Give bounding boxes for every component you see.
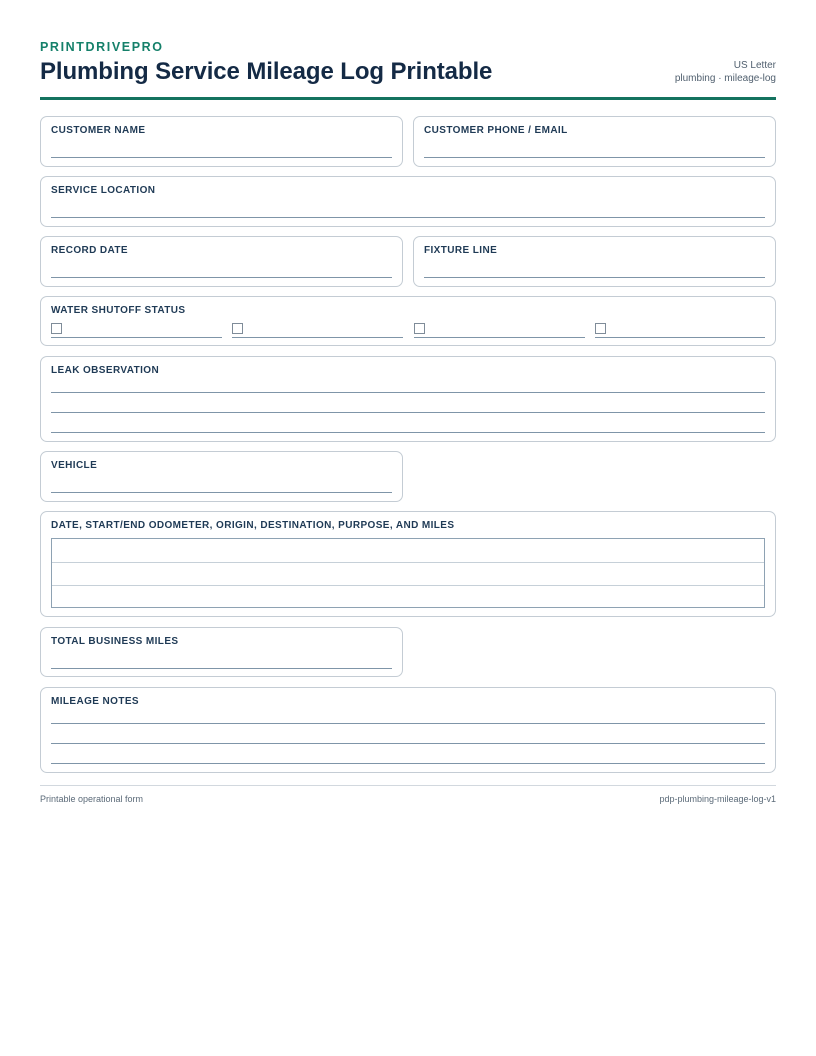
mileage-notes-line-3[interactable] <box>51 763 765 764</box>
shutoff-option-4-line[interactable] <box>595 337 765 338</box>
mileage-notes-line-1[interactable] <box>51 723 765 724</box>
table-row-divider-2 <box>52 585 764 586</box>
fixture-line-label: FIXTURE LINE <box>424 245 498 256</box>
form-header <box>40 40 776 100</box>
customer-contact-label: CUSTOMER PHONE / EMAIL <box>424 125 568 136</box>
customer-contact-field[interactable] <box>413 116 776 167</box>
leak-observation-line-3[interactable] <box>51 432 765 433</box>
form-footer <box>40 785 776 804</box>
checkbox-4[interactable] <box>595 323 606 334</box>
shutoff-option-3[interactable] <box>414 323 585 339</box>
customer-name-label: CUSTOMER NAME <box>51 125 146 136</box>
footer-form-id: pdp-plumbing-mileage-log-v1 <box>659 794 776 804</box>
shutoff-option-1[interactable] <box>51 323 222 339</box>
brand-logo-text: PRINTDRIVEPRO <box>40 40 164 54</box>
tags-label: plumbing · mileage-log <box>674 73 776 84</box>
customer-contact-line[interactable] <box>424 157 765 158</box>
leak-observation-line-1[interactable] <box>51 392 765 393</box>
header-divider <box>40 97 776 100</box>
record-date-line[interactable] <box>51 277 392 278</box>
total-miles-field[interactable] <box>40 627 403 677</box>
trip-log-table[interactable] <box>51 538 765 608</box>
leak-observation-line-2[interactable] <box>51 412 765 413</box>
checkbox-2[interactable] <box>232 323 243 334</box>
checkbox-1[interactable] <box>51 323 62 334</box>
leak-observation-label: LEAK OBSERVATION <box>51 365 160 376</box>
paper-size-label: US Letter <box>733 60 776 71</box>
page-title: Plumbing Service Mileage Log Printable <box>40 58 493 85</box>
total-miles-line[interactable] <box>51 668 392 669</box>
shutoff-option-2-line[interactable] <box>232 337 403 338</box>
service-location-label: SERVICE LOCATION <box>51 185 156 196</box>
customer-name-line[interactable] <box>51 157 392 158</box>
vehicle-line[interactable] <box>51 492 392 493</box>
water-shutoff-label: WATER SHUTOFF STATUS <box>51 305 186 316</box>
mileage-notes-line-2[interactable] <box>51 743 765 744</box>
record-date-label: RECORD DATE <box>51 245 128 256</box>
mileage-notes-field[interactable] <box>40 687 776 773</box>
service-location-line[interactable] <box>51 217 765 218</box>
water-shutoff-field[interactable] <box>40 296 776 346</box>
leak-observation-field[interactable] <box>40 356 776 442</box>
footer-left-text: Printable operational form <box>40 794 144 804</box>
vehicle-field[interactable] <box>40 451 403 502</box>
fixture-line-field[interactable] <box>413 236 776 287</box>
shutoff-option-2[interactable] <box>232 323 403 339</box>
shutoff-option-1-line[interactable] <box>51 337 222 338</box>
fixture-line-line[interactable] <box>424 277 765 278</box>
vehicle-label: VEHICLE <box>51 460 98 471</box>
service-location-field[interactable] <box>40 176 776 227</box>
table-row-divider-1 <box>52 562 764 563</box>
mileage-notes-label: MILEAGE NOTES <box>51 696 139 707</box>
header-meta <box>675 59 776 85</box>
checkbox-3[interactable] <box>414 323 425 334</box>
shutoff-option-3-line[interactable] <box>414 337 585 338</box>
shutoff-option-4[interactable] <box>595 323 765 339</box>
trip-log-field[interactable] <box>40 511 776 617</box>
customer-name-field[interactable] <box>40 116 403 167</box>
record-date-field[interactable] <box>40 236 403 287</box>
trip-log-label: DATE, START/END ODOMETER, ORIGIN, DESTINATION, PURPOSE, AND MILES <box>51 520 455 531</box>
total-miles-label: TOTAL BUSINESS MILES <box>51 636 179 647</box>
